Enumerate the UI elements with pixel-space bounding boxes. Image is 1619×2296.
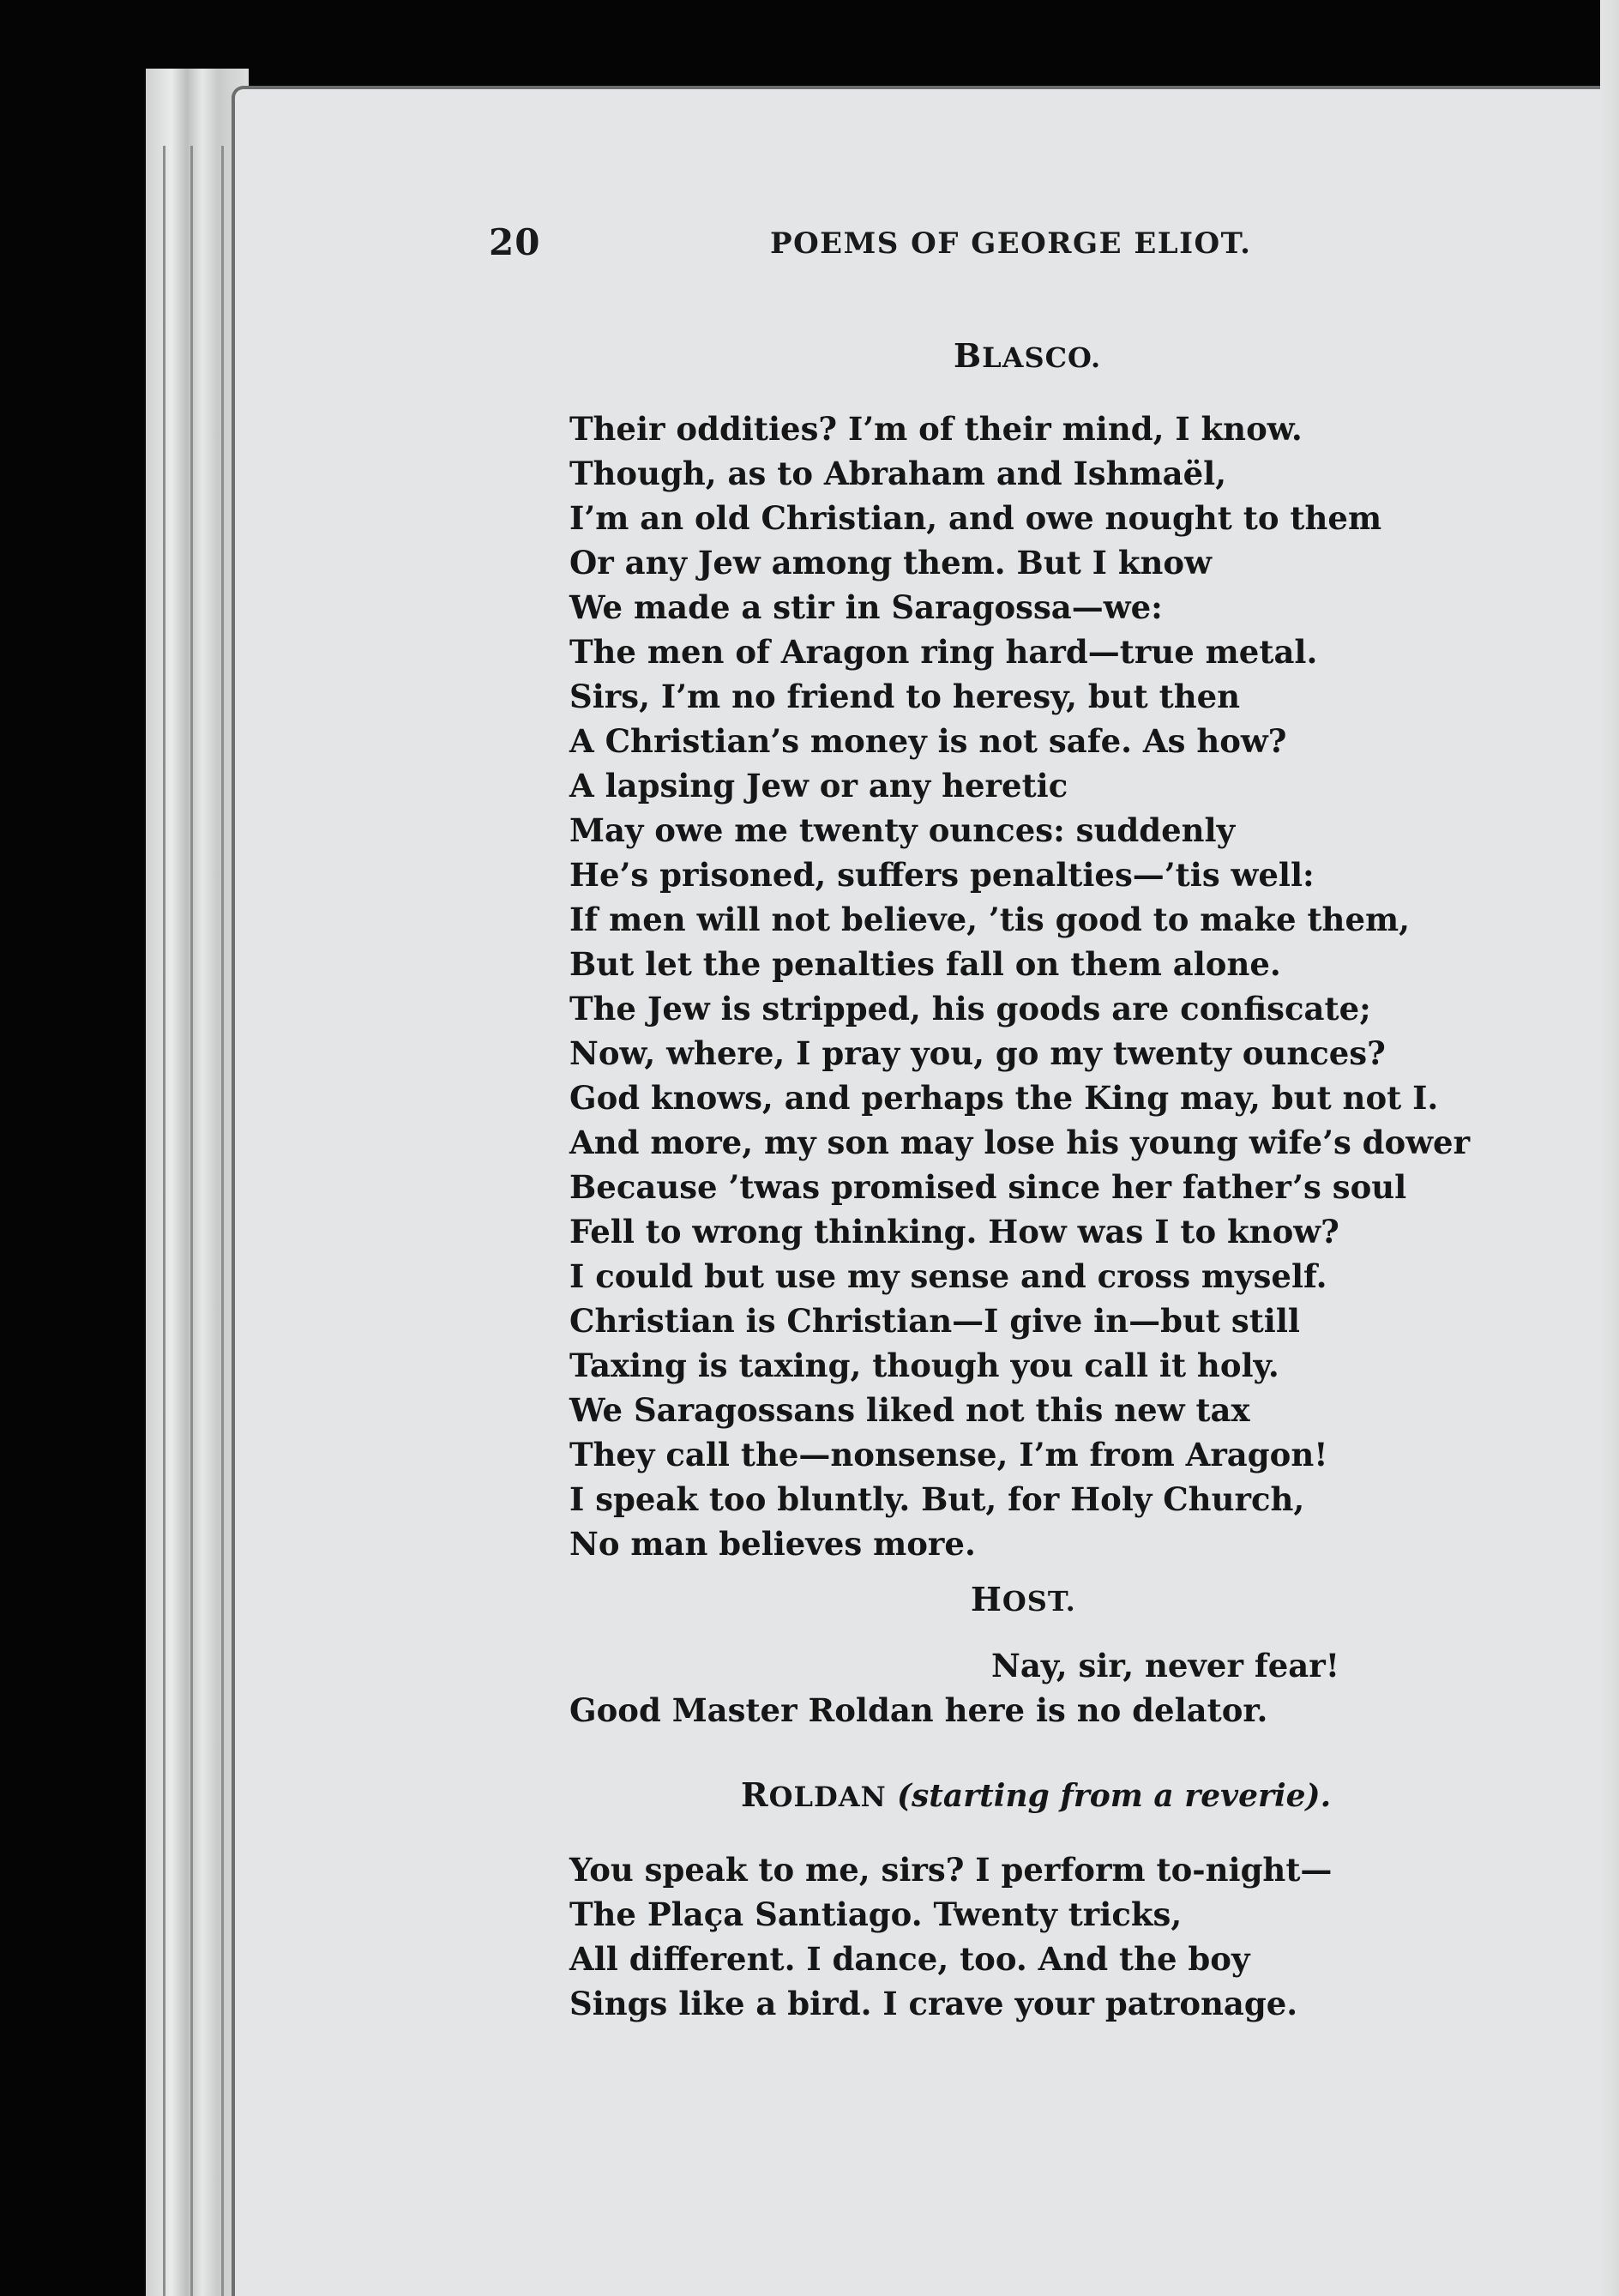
speaker-heading-roldan <box>741 1775 1331 1814</box>
speaker-name-rest: OST. <box>1002 1585 1076 1618</box>
verse-line: Sings like a bird. I crave your patronage. <box>569 1985 1298 2022</box>
verse-line: God knows, and perhaps the King may, but not I. <box>569 1079 1439 1117</box>
verse-line: Fell to wrong thinking. How was I to know? <box>569 1213 1339 1250</box>
speaker-heading-blasco <box>954 336 1101 375</box>
verse-line: Sirs, I’m no friend to heresy, but then <box>569 678 1241 715</box>
speaker-initial: H <box>971 1580 1002 1618</box>
verse-line: May owe me twenty ounces: suddenly <box>569 811 1236 849</box>
running-title: POEMS OF GEORGE ELIOT. <box>770 226 1252 261</box>
verse-line: Now, where, I pray you, go my twenty ounces? <box>569 1034 1386 1072</box>
verse-line: I speak too bluntly. But, for Holy Church, <box>569 1480 1305 1518</box>
page-header <box>489 221 1278 281</box>
verse-line: Good Master Roldan here is no delator. <box>569 1691 1268 1729</box>
verse-line: He’s prisoned, suffers penalties—’tis well: <box>569 856 1315 894</box>
speaker-name-rest: LASCO. <box>982 341 1102 374</box>
binding-line <box>163 146 166 2296</box>
verse-line: No man believes more. <box>569 1525 976 1563</box>
verse-line: Or any Jew among them. But I know <box>569 544 1212 582</box>
verse-line: Their oddities? I’m of their mind, I know. <box>569 410 1303 448</box>
verse-line: The Jew is stripped, his goods are confiscate; <box>569 990 1371 1027</box>
verse-line: You speak to me, sirs? I perform to-night— <box>569 1851 1333 1889</box>
speaker-initial: B <box>954 336 983 375</box>
stage-direction: (starting from a reverie). <box>896 1778 1332 1814</box>
verse-line: And more, my son may lose his young wife’s dower <box>569 1124 1471 1161</box>
verse-line: The men of Aragon ring hard—true metal. <box>569 633 1318 671</box>
verse-line: If men will not believe, ’tis good to make them, <box>569 901 1411 938</box>
verse-line: We made a stir in Saragossa—we: <box>569 588 1163 626</box>
verse-line: I’m an old Christian, and owe nought to them <box>569 499 1382 537</box>
verse-line: Christian is Christian—I give in—but still <box>569 1302 1300 1340</box>
verse-line: We Saragossans liked not this new tax <box>569 1391 1250 1429</box>
verse-line: Though, as to Abraham and Ishmaël, <box>569 455 1227 492</box>
binding-line <box>190 146 193 2296</box>
page-edge <box>1600 0 1619 2296</box>
binding-line <box>221 146 224 2296</box>
verse-line: Because ’twas promised since her father’s soul <box>569 1168 1407 1206</box>
verse-line: Nay, sir, never fear! <box>991 1647 1339 1684</box>
speaker-initial: R <box>741 1775 769 1814</box>
speaker-name-rest: OLDAN <box>768 1781 887 1813</box>
verse-line: All different. I dance, too. And the boy <box>569 1940 1250 1978</box>
speaker-heading-host <box>971 1580 1076 1618</box>
page-number: 20 <box>489 221 541 263</box>
verse-line: They call the—nonsense, I’m from Aragon! <box>569 1436 1328 1473</box>
verse-line: Taxing is taxing, though you call it holy. <box>569 1347 1279 1384</box>
verse-line: I could but use my sense and cross myself. <box>569 1257 1327 1295</box>
verse-line: The Plaça Santiago. Twenty tricks, <box>569 1895 1183 1933</box>
verse-line: A lapsing Jew or any heretic <box>569 767 1068 805</box>
verse-line: A Christian’s money is not safe. As how? <box>569 722 1287 760</box>
verse-line: But let the penalties fall on them alone. <box>569 945 1281 983</box>
